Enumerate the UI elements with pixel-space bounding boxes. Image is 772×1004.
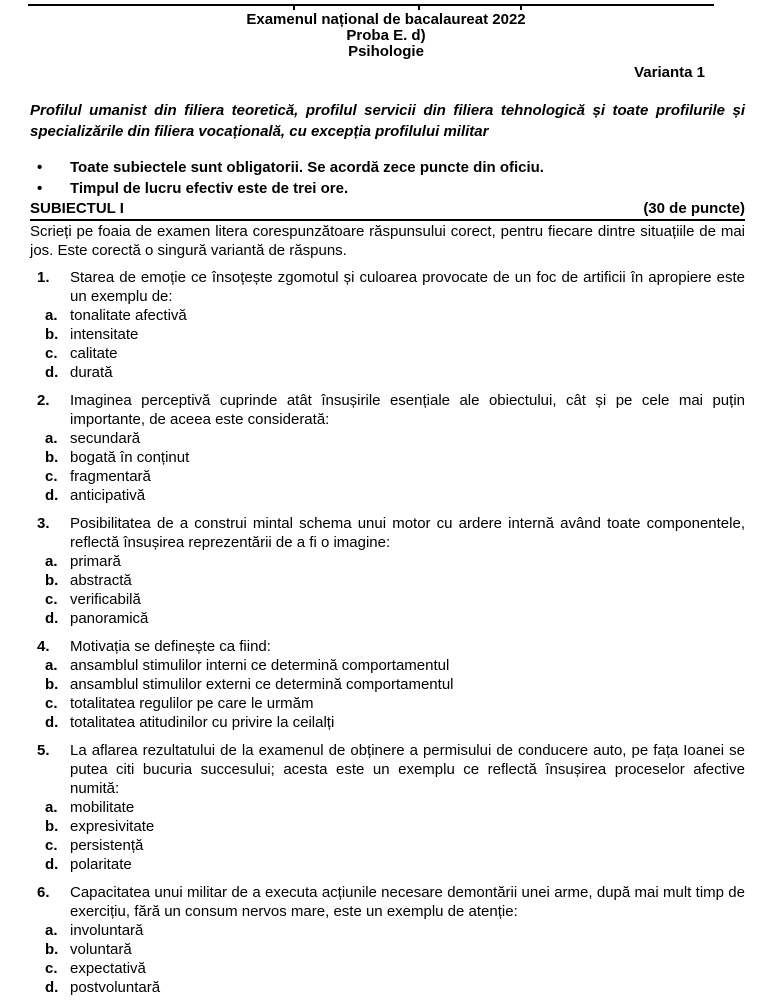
option-text: ansamblul stimulilor interni ce determină comportamentul [70,657,450,674]
cutoff-text-mark [293,6,295,10]
option-letter: c. [45,960,58,977]
exam-proba: Proba E. d) [346,27,426,44]
option-letter: b. [45,326,59,343]
question-body: Capacitatea unui militar de a executa acțiunile necesare demontării unei arme, după mai mult timp de exercițiu, fără un consum nervos mare, este un exemplu de atenție: [70,884,745,920]
variant-label: Varianta 1 [634,64,705,81]
question-body: Starea de emoție ce însoțește zgomotul și culoarea provocate de un foc de artificii în apropiere este un exemplu de: [70,269,745,305]
answer-option [45,836,745,855]
option-letter: d. [45,610,59,627]
cutoff-text-mark [418,6,420,10]
answer-option [45,467,745,486]
instruction-text: Timpul de lucru efectiv este de trei ore. [70,180,349,197]
option-letter: c. [45,345,58,362]
page-top-rule [28,4,714,6]
question-6 [0,883,772,997]
question-number: 6. [37,884,50,901]
question-number: 5. [37,742,50,759]
option-letter: b. [45,941,59,958]
option-letter: a. [45,922,58,939]
answer-option [45,486,745,505]
bullet-icon: • [37,159,43,176]
option-text: verificabilă [70,591,141,608]
answer-option [45,590,745,609]
question-text-row [37,391,745,429]
option-text: anticipativă [70,487,146,504]
option-letter: a. [45,799,58,816]
bullet-icon: • [37,180,43,197]
question-2 [0,391,772,505]
question-1 [0,268,772,382]
answer-option [45,959,745,978]
exam-title: Examenul național de bacalaureat 2022 [246,11,526,28]
question-body: Motivația se definește ca fiind: [70,638,271,655]
option-text: panoramică [70,610,149,627]
exam-subject: Psihologie [348,43,424,60]
answer-option [45,694,745,713]
option-text: ansamblul stimulilor externi ce determină comportamentul [70,676,454,693]
option-text: totalitatea atitudinilor cu privire la ceilalți [70,714,335,731]
option-text: fragmentară [70,468,151,485]
option-text: involuntară [70,922,144,939]
profile-note: Profilul umanist din filiera teoretică, profilul servicii din filiera tehnologică și toate profilurile și specializările din filiera vocațională, cu excepția profilului militar [30,102,745,140]
answer-option [45,713,745,732]
answer-option [45,855,745,874]
answer-option [45,344,745,363]
option-letter: d. [45,364,59,381]
question-text-row [37,883,745,921]
answer-option [45,817,745,836]
question-text-row [37,741,745,798]
document-header [0,0,772,60]
answer-option [45,571,745,590]
answer-option [45,609,745,628]
question-number: 4. [37,638,50,655]
option-text: durată [70,364,113,381]
option-text: bogată în conținut [70,449,190,466]
answer-option [45,448,745,467]
instruction-item [37,157,745,178]
option-text: polaritate [70,856,132,873]
question-4 [0,637,772,732]
option-text: calitate [70,345,118,362]
option-text: secundară [70,430,141,447]
answer-option [45,325,745,344]
question-body: Imaginea perceptivă cuprinde atât însușirile esențiale ale obiectului, cât și pe cele mai puțin importante, de aceea este considerată: [70,392,745,428]
option-letter: a. [45,307,58,324]
answer-option [45,978,745,997]
question-number: 3. [37,515,50,532]
option-letter: d. [45,714,59,731]
question-5 [0,741,772,874]
answer-option [45,675,745,694]
option-letter: c. [45,591,58,608]
question-body: La aflarea rezultatului de la examenul de obținere a permisului de conducere auto, pe fața Ioanei se putea citi bucuria succesului; acesta este un exemplu ce reflectă însușirea proceselor afective numită: [70,742,745,797]
section-header [30,199,745,221]
instructions-list [0,157,745,199]
question-text-row [37,637,745,656]
option-text: totalitatea regulilor pe care le urmăm [70,695,314,712]
cutoff-text-mark [520,6,522,10]
question-3 [0,514,772,628]
answer-option [45,940,745,959]
option-text: expresivitate [70,818,155,835]
option-text: voluntară [70,941,132,958]
answer-option [45,429,745,448]
instruction-text: Toate subiectele sunt obligatorii. Se acordă zece puncte din oficiu. [70,159,544,176]
option-text: intensitate [70,326,139,343]
option-letter: b. [45,676,59,693]
instruction-item [37,178,745,199]
option-text: expectativă [70,960,146,977]
option-text: primară [70,553,121,570]
answer-option [45,306,745,325]
question-number: 2. [37,392,50,409]
option-letter: b. [45,572,59,589]
answer-option [45,363,745,382]
answer-option [45,656,745,675]
option-letter: b. [45,818,59,835]
option-text: persistență [70,837,144,854]
option-text: abstractă [70,572,132,589]
option-letter: c. [45,837,58,854]
answer-option [45,552,745,571]
option-letter: a. [45,657,58,674]
answer-option [45,798,745,817]
option-text: postvoluntară [70,979,161,996]
section-intro: Scrieți pe foaia de examen litera corespunzătoare răspunsului corect, pentru fiecare dintre situațiile de mai jos. Este corectă o singură variantă de răspuns. [30,223,745,259]
question-number: 1. [37,269,50,286]
question-text-row [37,268,745,306]
option-letter: d. [45,487,59,504]
option-text: mobilitate [70,799,135,816]
answer-option [45,921,745,940]
option-letter: a. [45,430,58,447]
question-text-row [37,514,745,552]
option-letter: b. [45,449,59,466]
option-text: tonalitate afectivă [70,307,187,324]
option-letter: d. [45,856,59,873]
option-letter: a. [45,553,58,570]
section-points: (30 de puncte) [643,200,745,217]
option-letter: c. [45,468,58,485]
section-title: SUBIECTUL I [30,200,124,217]
question-body: Posibilitatea de a construi mintal schema unui motor cu ardere internă având toate componentele, reflectă însușirea reprezentării de a fi o imagine: [70,515,745,551]
option-letter: d. [45,979,59,996]
option-letter: c. [45,695,58,712]
